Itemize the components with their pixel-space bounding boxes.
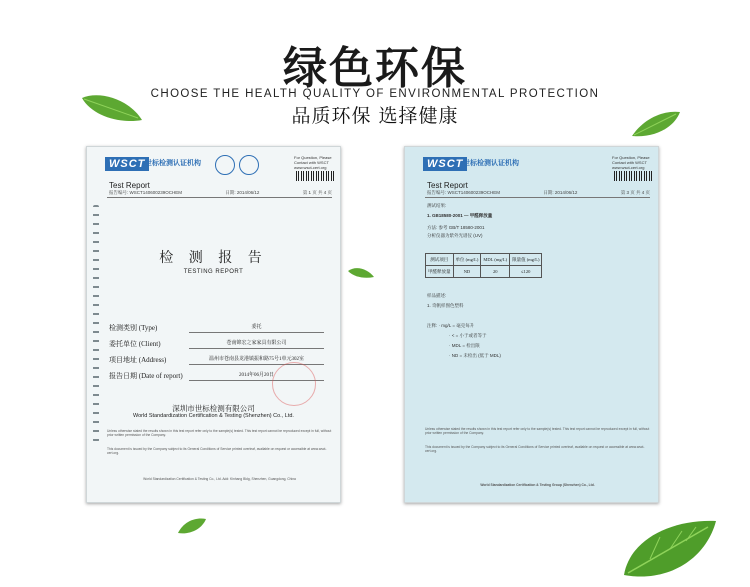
page-number: 第 3 页 共 4 页 [620,190,650,195]
chinese-subtitle: 品质环保 选择健康 [291,105,459,127]
table-header-cell: 测试项目 [426,254,454,266]
leaf-icon [80,90,144,126]
field-value: 2014年06月20日 [189,371,324,381]
test-report-results [404,146,659,503]
fine-print: This document is issued by the Company subject to its General Conditions of Service printed overleaf, available on request or accessible at www.wsct-cert.org. [107,447,327,456]
field-label: 项目地址 (Address) [109,356,167,364]
table-cell: 20 [481,266,510,278]
notes-title: 样品描述: [427,293,447,298]
field-label: 委托单位 (Client) [109,340,161,348]
fine-print: This document is issued by the Company subject to its General Conditions of Service printed overleaf, available on request or accessible at www.wsct-cert.org. [425,445,645,454]
english-subtitle: CHOOSE THE HEALTH QUALITY OF ENVIRONMENTAL PROTECTION [150,88,600,100]
page-title: 绿色环保 [283,43,467,94]
table-header-cell: 单位 (mg/L) [453,254,481,266]
method-title: 1. GB18580-2001 — 甲醛释放量 [427,213,493,218]
cnas-logo-icon [215,155,235,175]
report-date: 日期: 2014/06/12 [225,190,260,195]
brand-cn: 世标检测认证机构 [463,159,519,167]
report-title-cn: 检 测 报 告 [159,251,268,266]
contact-note: For Question, Please Contact with WSCT www.wsct-cert.org [294,155,332,170]
fine-print: Unless otherwise stated the results shown in this test report refer only to the sample(s) tested. This test report cannot be reproduced except in full, without prior written permission of the Company. [107,429,332,438]
divider [107,197,332,198]
divider [425,197,650,198]
table-cell: ND [453,266,481,278]
report-number: 报告编号: WSCT140600239OCHEM [109,190,183,195]
field-type [109,323,324,333]
report-meta [109,190,332,196]
field-label: 检测类别 (Type) [109,324,158,332]
leaf-icon [346,265,376,281]
leaf-icon [630,108,682,140]
certification-logos [215,155,259,175]
table-header-cell: 限量值 (mg/L) [510,254,542,266]
note-line: 1. 奇帆样图色塑料 [427,303,464,308]
barcode-icon [296,171,334,181]
contact-note: For Question, Please Contact with WSCT www.wsct-cert.org [612,155,650,170]
field-label: 报告日期 (Date of report) [109,372,183,380]
test-report-cover [86,146,341,503]
footer-text: World Standardization Certification & Testing Co., Ltd. Add: Kinhang Bldg, Shenzhen, Guangdong, China [143,477,296,481]
ilac-logo-icon [239,155,259,175]
leaf-icon [620,515,720,587]
fine-print: Unless otherwise stated the results shown in this test report refer only to the sample(s) tested. This test report cannot be reproduced except in full, without prior written permission of the Company. [425,427,650,436]
results-table [425,253,542,278]
table-cell: 甲醛释放量 [426,266,454,278]
table-header-row [426,254,542,266]
note-line: · MDL = 检出限 [449,343,480,348]
table-row [426,266,542,278]
section-label: 测试结果: [427,203,447,208]
field-client [109,339,324,349]
wsct-logo: WSCT [105,157,149,171]
barcode-icon [614,171,652,181]
field-value: 温州市苍南县龙港镇振和路75号1单元302室 [189,355,324,365]
note-line: · ND = 未检出 (低于 MDL) [449,353,501,358]
method-instrument: 分析仪器为紫外光谱仪 (UV) [427,233,483,238]
report-number: 报告编号: WSCT140600239OCHEM [427,190,501,195]
page-number: 第 1 页 共 4 页 [302,190,332,195]
note-line: 注释: · mg/L = 毫克每升 [427,323,475,328]
note-line: · < = 小于或者等于 [449,333,487,338]
footer-text: World Standardization Certification & Testing Group (Shenzhen) Co., Ltd. [480,483,595,487]
field-value: 苍南锦宏之家家具有限公司 [189,339,324,349]
report-meta [427,190,650,196]
wsct-logo: WSCT [423,157,467,171]
test-report-label: Test Report [109,181,150,190]
test-report-label: Test Report [427,181,468,190]
table-header-cell: MDL (mg/L) [481,254,510,266]
brand-cn: 世标检测认证机构 [145,159,201,167]
official-seal-icon [272,362,316,406]
organization-en: World Standardization Certification & Testing (Shenzhen) Co., Ltd. [133,413,294,419]
field-value: 委托 [189,323,324,333]
method-text: 方法: 参考 GB/T 18580-2001 [427,225,485,230]
leaf-icon [176,515,208,537]
report-date: 日期: 2014/06/12 [543,190,578,195]
table-cell: ≤120 [510,266,542,278]
organization-cn: 深圳市世标检测有限公司 [172,404,255,413]
report-title-en: TESTING REPORT [183,269,244,275]
